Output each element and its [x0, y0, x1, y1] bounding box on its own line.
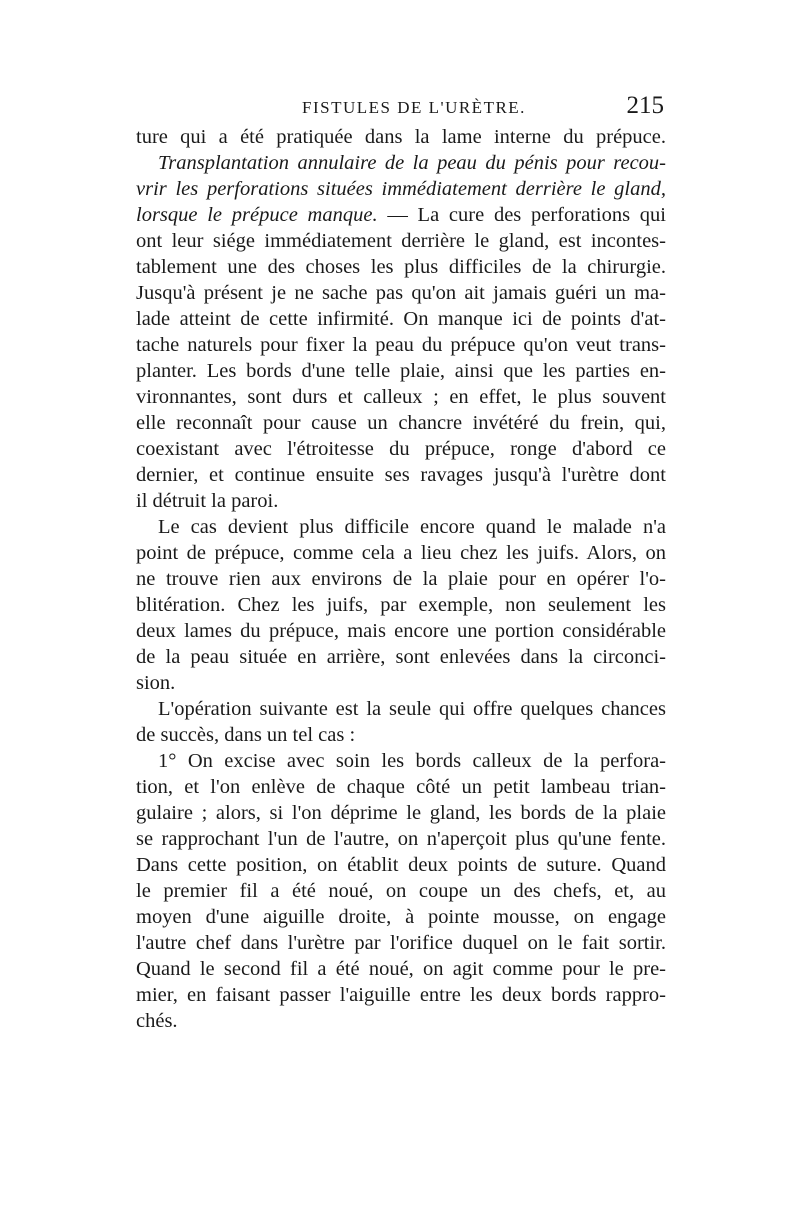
text-line: tache naturels pour fixer la peau du prépuce qu'on veut trans- — [136, 334, 666, 356]
text-line: de succès, dans un tel cas : — [136, 724, 356, 746]
text-line: planter. Les bords d'une telle plaie, ainsi que les parties en- — [136, 360, 666, 382]
text-line: chés. — [136, 1010, 178, 1032]
text-line: ture qui a été pratiquée dans la lame interne du prépuce. — [136, 126, 666, 148]
section-heading-line: vrir les perforations situées immédiatement derrière le gland, — [136, 178, 666, 200]
text-line: 1° On excise avec soin les bords calleux de la perfora- — [158, 750, 666, 772]
text-line: deux lames du prépuce, mais encore une portion considérable — [136, 620, 666, 642]
text-line: il détruit la paroi. — [136, 490, 279, 512]
text-line: Le cas devient plus difficile encore quand le malade n'a — [158, 516, 666, 538]
text-line: dernier, et continue ensuite ses ravages jusqu'à l'urètre dont — [136, 464, 666, 486]
text-line: ont leur siége immédiatement derrière le gland, est incontes- — [136, 230, 666, 252]
text-line: le premier fil a été noué, on coupe un des chefs, et, au — [136, 880, 666, 902]
section-heading-line: Transplantation annulaire de la peau du pénis pour recou- — [158, 152, 666, 174]
text-line: L'opération suivante est la seule qui offre quelques chances — [158, 698, 666, 720]
text-line: ne trouve rien aux environs de la plaie pour en opérer l'o- — [136, 568, 666, 590]
text-line: Dans cette position, on établit deux points de suture. Quand — [136, 854, 666, 876]
text-line: elle reconnaît pour cause un chancre invétéré du frein, qui, — [136, 412, 666, 434]
text-line: blitération. Chez les juifs, par exemple, non seulement les — [136, 594, 666, 616]
text-line: coexistant avec l'étroitesse du prépuce, ronge d'abord ce — [136, 438, 666, 460]
text-line: Quand le second fil a été noué, on agit comme pour le pre- — [136, 958, 666, 980]
page-number: 215 — [626, 92, 664, 119]
text-line: l'autre chef dans l'urètre par l'orifice duquel on le fait sortir. — [136, 932, 666, 954]
text-line: vironnantes, sont durs et calleux ; en effet, le plus souvent — [136, 386, 666, 408]
text-line: gulaire ; alors, si l'on déprime le gland, les bords de la plaie — [136, 802, 666, 824]
running-title: FISTULES DE L'URÈTRE. — [302, 98, 526, 117]
body-text — [136, 124, 666, 1034]
text-line: point de prépuce, comme cela a lieu chez les juifs. Alors, on — [136, 542, 666, 564]
text-line: moyen d'une aiguille droite, à pointe mousse, on engage — [136, 906, 666, 928]
text-line: Jusqu'à présent je ne sache pas qu'on ait jamais guéri un ma- — [136, 282, 666, 304]
section-heading-line: lorsque le prépuce manque. — La cure des perforations qui — [136, 204, 666, 226]
text-line: lade atteint de cette infirmité. On manque ici de points d'at- — [136, 308, 666, 330]
page-header — [136, 92, 664, 128]
text-line: tablement une des choses les plus difficiles de la chirurgie. — [136, 256, 666, 278]
text-line: se rapprochant l'un de l'autre, on n'aperçoit plus qu'une fente. — [136, 828, 666, 850]
text-line: sion. — [136, 672, 176, 694]
text-line: tion, et l'on enlève de chaque côté un petit lambeau trian- — [136, 776, 666, 798]
text-line: mier, en faisant passer l'aiguille entre les deux bords rappro- — [136, 984, 666, 1006]
text-line: de la peau située en arrière, sont enlevées dans la circonci- — [136, 646, 666, 668]
